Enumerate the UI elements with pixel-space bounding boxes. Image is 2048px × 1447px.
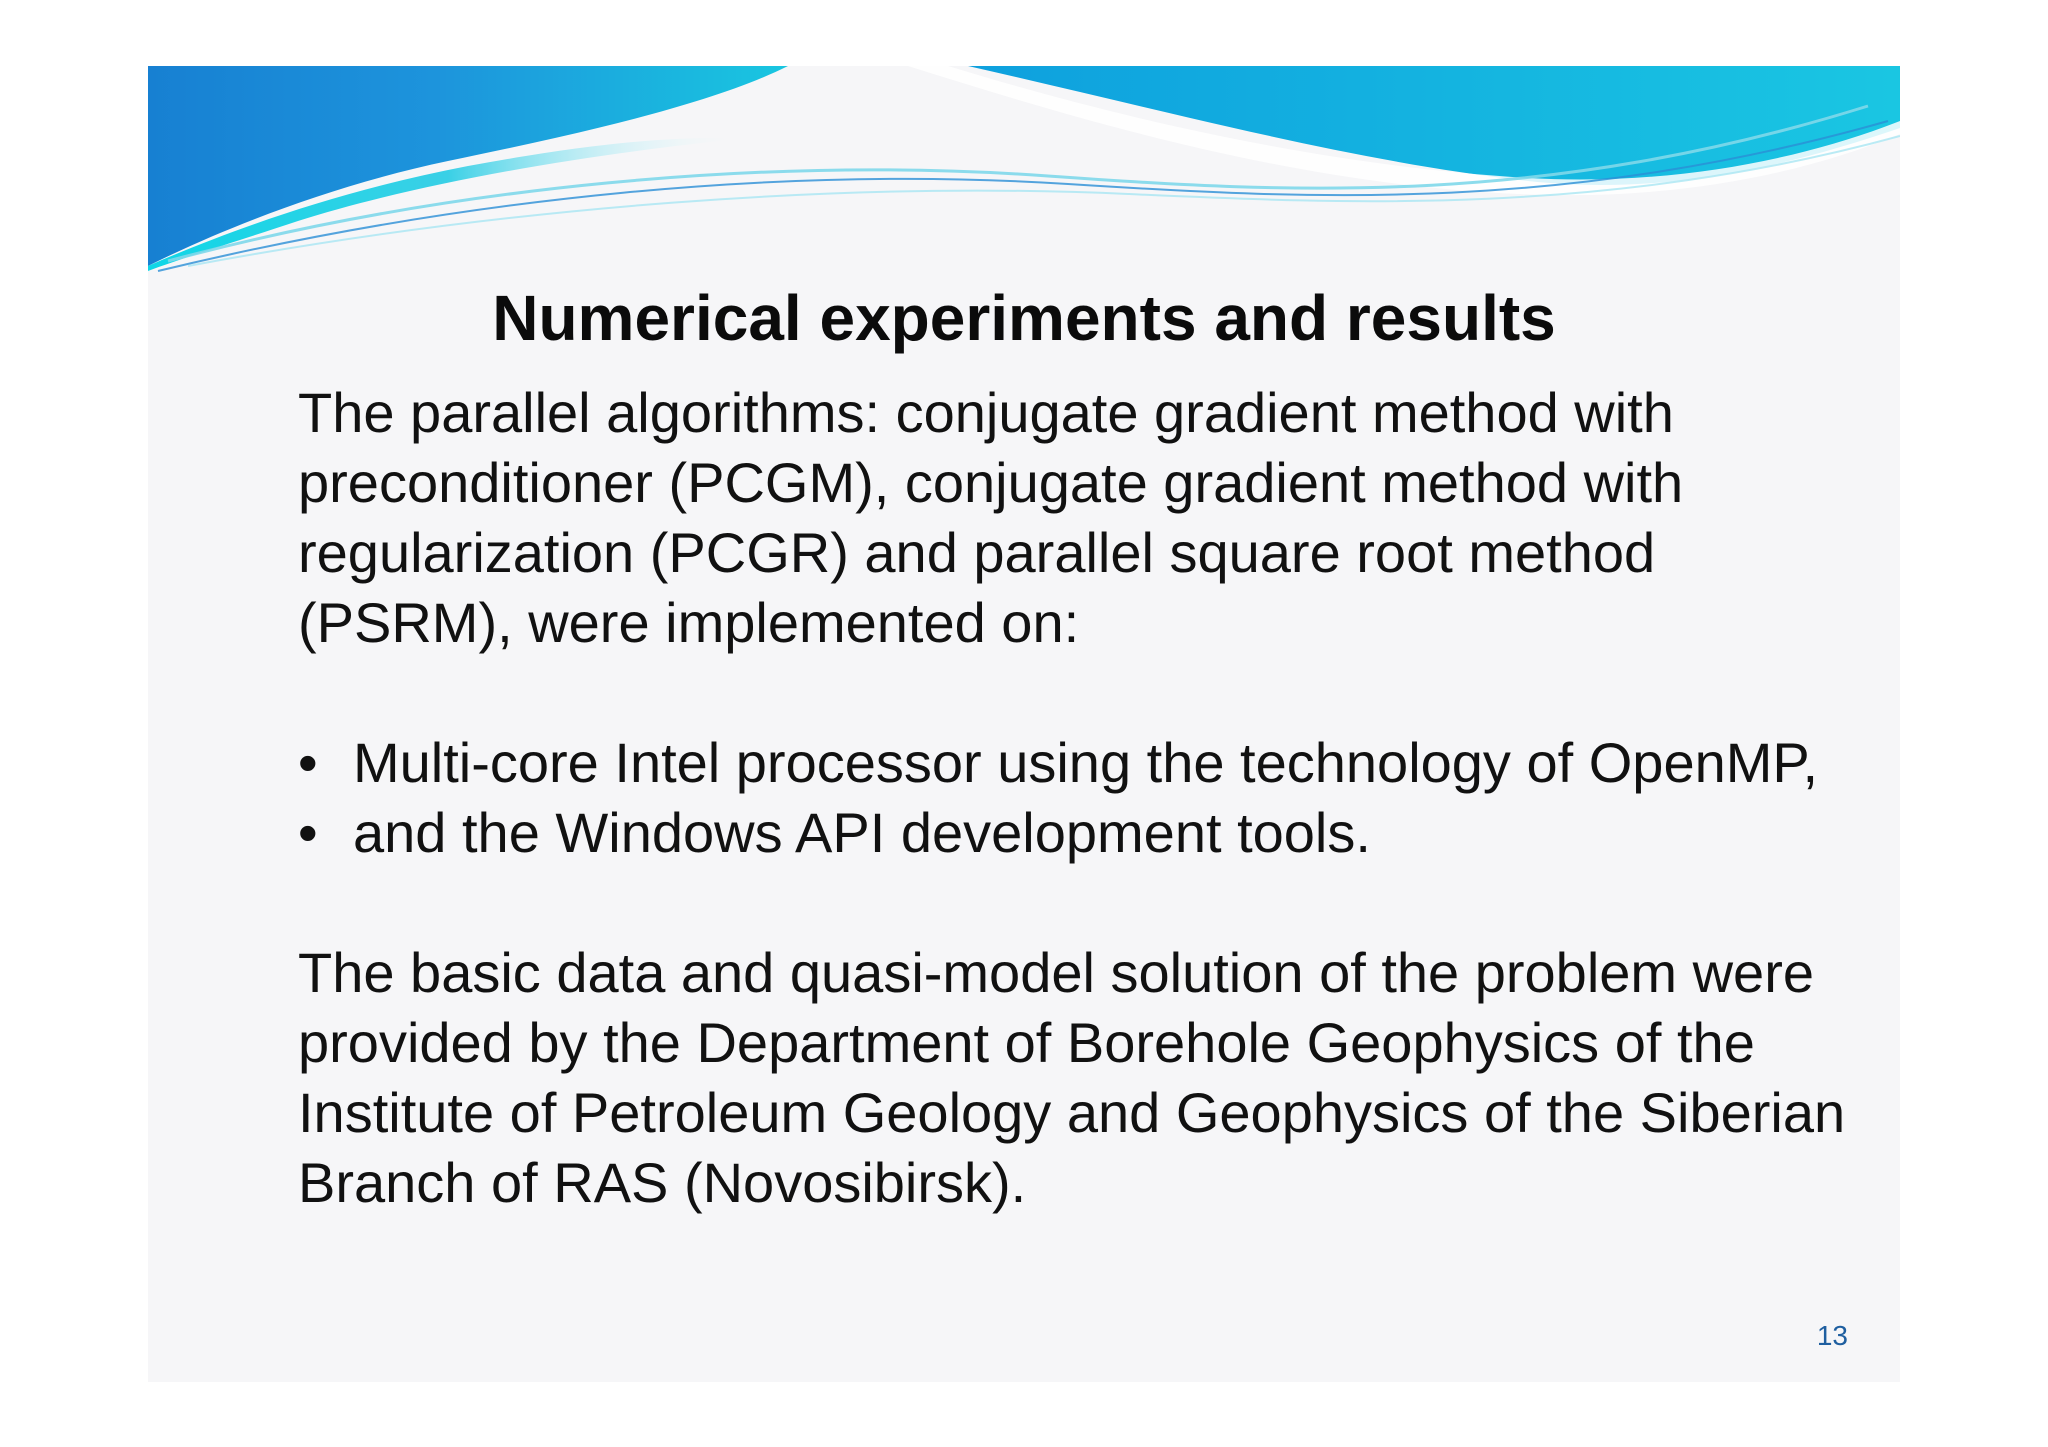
intro-paragraph: The parallel algorithms: conjugate gradient method with preconditioner (PCGM), conjugate gradient method with regularization (PCGR) and parallel square root method (PSRM), were implemented on:: [298, 381, 1684, 654]
bullet-text: and the Windows API development tools.: [353, 801, 1371, 864]
bullet-item: [298, 728, 1858, 798]
bullet-marker: •: [298, 801, 318, 864]
bullet-item: [298, 798, 1858, 868]
bullet-marker: •: [298, 731, 318, 794]
slide-number: 13: [1816, 1320, 1848, 1351]
bullet-list: [298, 728, 1858, 868]
slide: [148, 66, 1900, 1382]
slide-body: [298, 378, 1858, 1218]
header-wave-banner: [148, 66, 1900, 276]
bullet-text: Multi-core Intel processor using the technology of OpenMP,: [353, 731, 1819, 794]
closing-paragraph: The basic data and quasi-model solution of the problem were provided by the Department of Borehole Geophysics of the Institute of Petroleum Geology and Geophysics of the Siberian Branch of RAS (Novosibirsk).: [298, 941, 1846, 1214]
slide-title: Numerical experiments and results: [492, 282, 1556, 354]
